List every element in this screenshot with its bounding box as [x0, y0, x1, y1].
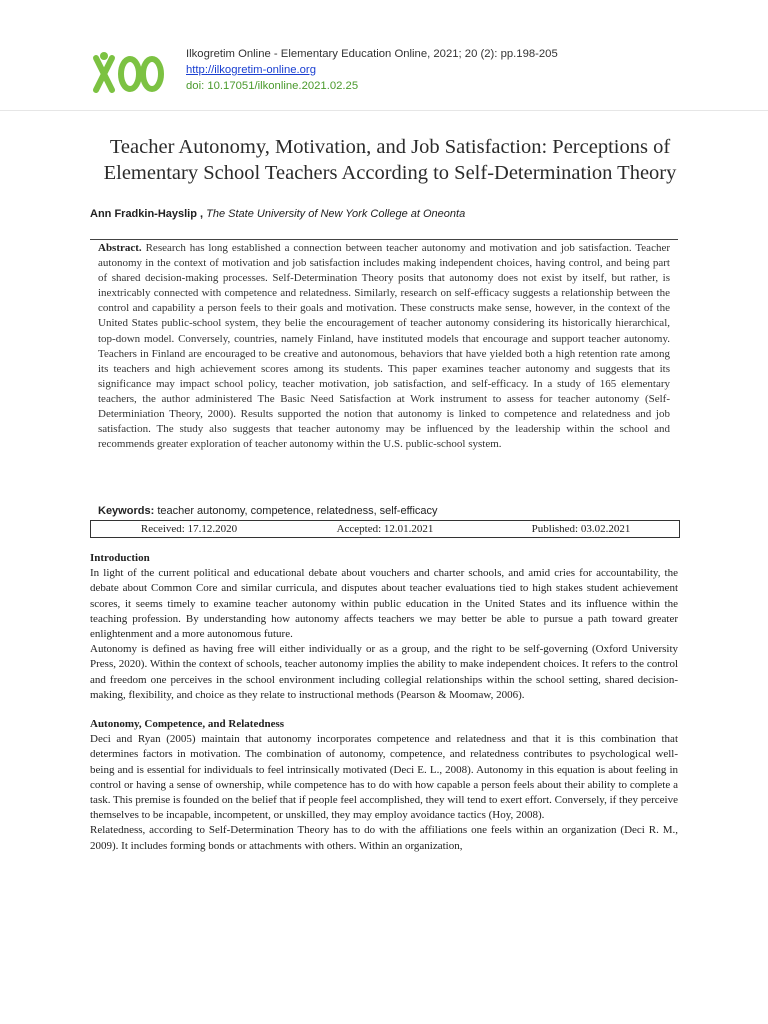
author-name: Ann Fradkin-Hayslip , — [90, 208, 204, 220]
keywords-text: teacher autonomy, competence, relatedness, self-efficacy — [157, 505, 438, 517]
introduction-heading: Introduction — [90, 552, 150, 564]
section-gap — [90, 703, 678, 717]
accepted-date: Accepted: 12.01.2021 — [336, 523, 434, 535]
acr-paragraph-1: Deci and Ryan (2005) maintain that autonomy incorporates competence and relatedness and that it is this combination that determines factors in motivation. The combination of autonomy, competence, and relatedness contributes to psychological well-being and is essential for individuals to feel intrinsically motivated (Deci E. L., 2008). Autonomy in this equation is about feeling in control or having a sense of ownership, while competence has to do with how capable a person feels about their ability to complete a task. This premise is founded on the belief that if people feel accomplished, they will tend to exert effort. Conversely, if they perceive themselves to be incapable, incompetent, or unskilled, they may employ avoidance tactics (Hoy, 2008). — [90, 733, 678, 822]
published-date: Published: 03.02.2021 — [531, 523, 631, 535]
abstract-label: Abstract. — [98, 242, 142, 254]
abstract-body — [90, 240, 678, 452]
acr-paragraph-2: Relatedness, according to Self-Determination Theory has to do with the affiliations one feels within an organization (Deci R. M., 2009). It includes forming bonds or attachments with others. Within an organization, — [90, 824, 678, 852]
journal-url-link[interactable]: http://ilkogretim-online.org — [186, 64, 316, 76]
title-line-2: Elementary School Teachers According to Self-Determination Theory — [103, 162, 677, 184]
author-affiliation: The State University of New York College at Oneonta — [206, 208, 466, 220]
article-title — [90, 134, 690, 186]
journal-header — [90, 46, 690, 102]
intro-paragraph-2: Autonomy is defined as having free will either individually or as a group, and the right to be self-governing (Oxford University Press, 2020). Within the context of schools, teacher autonomy implies the ability to make independent choices. It refers to the control and freedom one perceives in the school environment including collegial relationships within the school setting, shared decision-making, flexibility, and choice as they relate to instructional methods (Pearson & Moomaw, 2006). — [90, 643, 678, 701]
abstract-box — [90, 239, 678, 452]
author-line — [90, 208, 465, 220]
journal-citation: Ilkogretim Online - Elementary Education Online, 2021; 20 (2): pp.198-205 — [186, 48, 558, 60]
doi-text: doi: 10.17051/ilkonline.2021.02.25 — [186, 80, 359, 92]
journal-logo-icon — [90, 52, 170, 96]
intro-paragraph-1: In light of the current political and educational debate about vouchers and charter schools, and amid cries for accountability, the debate about Common Core and similar curricula, and disputes about teacher evaluations tied to high stakes student achievement scores, it seems timely to examine teacher autonomy within public education in the United States and its influence within the teaching profession. By understanding how autonomy affects teachers we may better be able to pursue a path toward greater enlightenment and a more autonomous future. — [90, 567, 678, 641]
title-line-1: Teacher Autonomy, Motivation, and Job Satisfaction: Perceptions of — [109, 136, 671, 158]
abstract-text: Research has long established a connection between teacher autonomy and motivation and job satisfaction. Teacher autonomy in the context of motivation and job satisfaction includes making independent choices, having control, and being part of shared decision-making processes. Self-Determination Theory posits that autonomy does not exist by itself, but rather, is inextricably connected with competence and relatedness. Similarly, research on self-efficacy suggests a relationship between the control and capability a person feels to their goals and motivation. These constructs make sense, however, in the context of the United States public-school system, they belie the encouragement of teacher autonomy considering its historically hierarchical, top-down model. Conversely, countries, namely Finland, have instituted models that encourage and support teacher autonomy. Teachers in Finland are encouraged to be creative and autonomous, behaviors that have yielded both a high retention rate among its teachers and high achievement scores among its students. This paper examines teacher autonomy and suggests that its significance may impact school policy, teacher motivation, job satisfaction, and self-efficacy. In a study of 165 elementary teachers, the author administered The Basic Need Satisfaction at Work instrument to assess for teacher autonomy (Self-Determiniation Theory, 2000). Results supported the notion that autonomy is linked to competence and relatedness and job satisfaction. The study also suggests that teacher autonomy may be influenced by the leadership within the school and recommends greater exploration of teacher autonomy within the U.S. public-school system. — [98, 242, 670, 451]
keywords-line — [98, 505, 438, 517]
acr-heading: Autonomy, Competence, and Relatedness — [90, 718, 285, 731]
dates-table — [90, 520, 680, 538]
received-date: Received: 17.12.2020 — [140, 523, 238, 535]
journal-info — [186, 46, 558, 94]
article-body — [90, 551, 678, 854]
keywords-label: Keywords: — [98, 505, 155, 517]
header-divider — [0, 110, 768, 111]
